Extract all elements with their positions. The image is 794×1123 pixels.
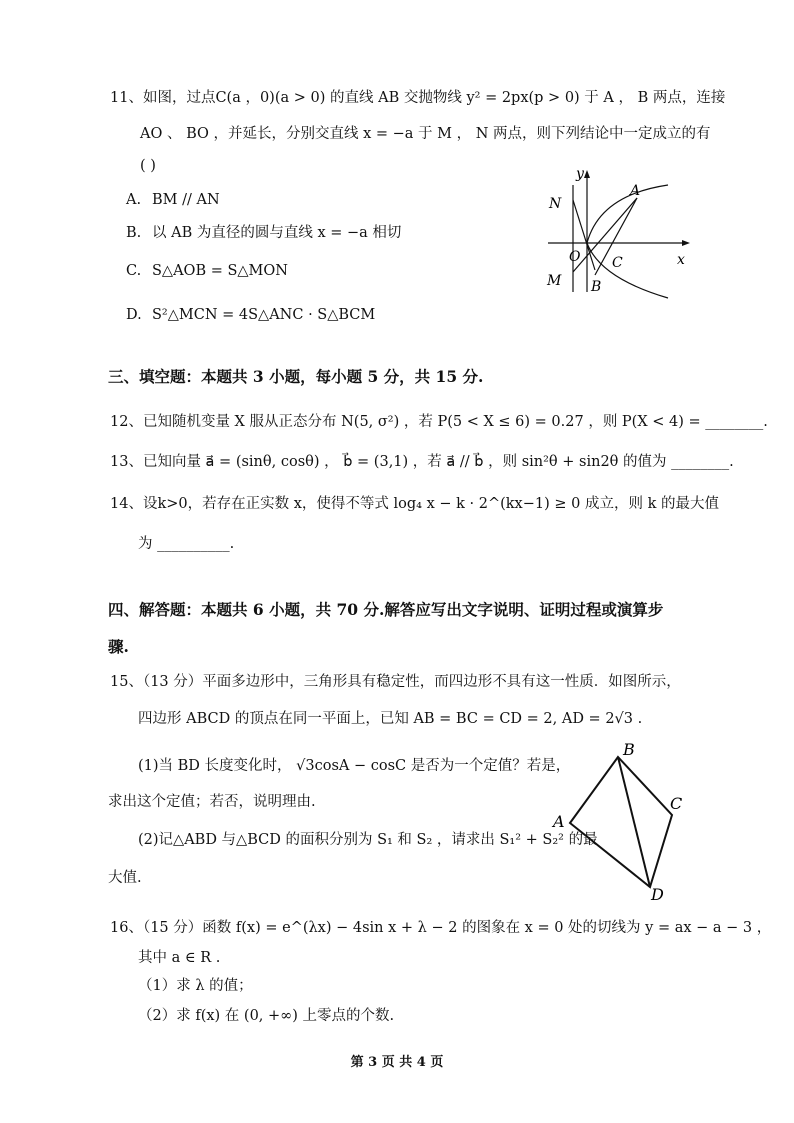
- q11-option-b: [126, 223, 401, 243]
- q13: [110, 452, 734, 472]
- label-D: D: [651, 885, 664, 904]
- q15-part1-line2: 求出这个定值；若否，说明理由.: [108, 794, 316, 810]
- x-axis-arrow: [682, 240, 690, 246]
- q13-number: 13、: [110, 454, 143, 470]
- q16-number: 16、: [110, 920, 143, 936]
- q16-part1: （1）求 λ 的值；: [138, 978, 253, 994]
- q16-line2: 其中 a ∈ R .: [138, 950, 221, 966]
- q15-number: 15、: [110, 674, 143, 690]
- option-letter: D.: [126, 307, 142, 323]
- line-AM: [573, 198, 637, 272]
- q12: [110, 412, 768, 432]
- q14-text: 设k>0，若存在正实数 x，使得不等式 log₄ x − k · 2^(kx−1) ≥ 0 成立，则 k 的最大值: [142, 496, 719, 512]
- q16-text-1: （15 分）函数 f(x) = e^(λx) − 4sin x + λ − 2 的图象在 x = 0 处的切线为 y = ax − a − 3 ，: [142, 920, 772, 936]
- q11-answer-paren: ( ): [140, 158, 156, 174]
- label-M: M: [547, 273, 562, 289]
- q11-option-a: [126, 190, 220, 210]
- q15-quadrilateral-figure: [540, 735, 700, 905]
- label-x: x: [677, 252, 685, 268]
- q16-part2: （2）求 f(x) 在 (0, +∞) 上零点的个数.: [138, 1008, 395, 1024]
- q11-parabola-figure: [540, 160, 700, 300]
- q15-text-1: （13 分）平面多边形中，三角形具有稳定性，而四边形不具有这一性质．如图所示，: [142, 674, 681, 690]
- q11-option-c: [126, 261, 288, 281]
- quadrilateral-ABCD: [570, 757, 672, 887]
- q15-part2-line2: 大值.: [108, 870, 142, 886]
- label-C: C: [612, 255, 623, 271]
- q11-number: 11、: [110, 90, 143, 106]
- label-O: O: [569, 249, 581, 265]
- q14-number: 14、: [110, 496, 143, 512]
- q11-option-d: [126, 305, 375, 325]
- q11-line1: [110, 88, 725, 108]
- label-N: N: [549, 196, 562, 212]
- option-letter: A.: [126, 192, 142, 208]
- option-text: 以 AB 为直径的圆与直线 x = −a 相切: [152, 225, 402, 241]
- q14-line2: 为 __________.: [138, 536, 235, 552]
- label-C: C: [670, 794, 683, 813]
- q15-line1: [110, 672, 681, 692]
- label-A: A: [553, 812, 565, 831]
- y-axis-arrow: [584, 170, 590, 178]
- diagonal-BD: [618, 757, 650, 887]
- page-footer: 第 3 页 共 4 页: [350, 1055, 444, 1070]
- q12-number: 12、: [110, 414, 143, 430]
- section-3-heading: 三、填空题：本题共 3 小题，每小题 5 分，共 15 分.: [108, 367, 484, 386]
- q11-line2: AO 、 BO ，并延长，分别交直线 x = −a 于 M ， N 两点，则下列结论中一定成立的有: [140, 126, 711, 142]
- q15-part2-line1: (2)记△ABD 与△BCD 的面积分别为 S₁ 和 S₂ ，请求出 S₁² + S₂² 的最: [138, 832, 598, 848]
- label-B: B: [623, 740, 635, 759]
- q14-line1: [110, 494, 719, 514]
- label-A: A: [630, 183, 641, 199]
- q13-text: 已知向量 a⃗ = (sinθ, cosθ) ， b⃗ = (3,1) ，若 a⃗ // b⃗ ，则 sin²θ + sin2θ 的值为 ________.: [142, 454, 734, 470]
- q16-line1: [110, 918, 771, 938]
- option-text: S²△MCN = 4S△ANC · S△BCM: [152, 307, 376, 323]
- option-text: S△AOB = S△MON: [152, 263, 288, 279]
- option-text: BM // AN: [152, 192, 220, 208]
- option-letter: B.: [126, 225, 142, 241]
- label-y: y: [576, 166, 584, 182]
- section-4-heading-line1: 四、解答题：本题共 6 小题，共 70 分.解答应写出文字说明、证明过程或演算步: [108, 600, 664, 619]
- label-B: B: [591, 279, 602, 295]
- section-4-heading-line2: 骤.: [108, 637, 129, 656]
- q11-text-1: 如图，过点C(a ，0)(a > 0) 的直线 AB 交抛物线 y² = 2px(p > 0) 于 A ， B 两点，连接: [142, 90, 726, 106]
- q15-line2: 四边形 ABCD 的顶点在同一平面上，已知 AB = BC = CD = 2, AD = 2√3 .: [138, 711, 643, 727]
- q15-part1-line1: (1)当 BD 长度变化时， √3cosA − cosC 是否为一个定值？若是，: [138, 758, 571, 774]
- option-letter: C.: [126, 263, 142, 279]
- q12-text: 已知随机变量 X 服从正态分布 N(5, σ²) ，若 P(5 < X ≤ 6) = 0.27 ，则 P(X < 4) = ________.: [142, 414, 768, 430]
